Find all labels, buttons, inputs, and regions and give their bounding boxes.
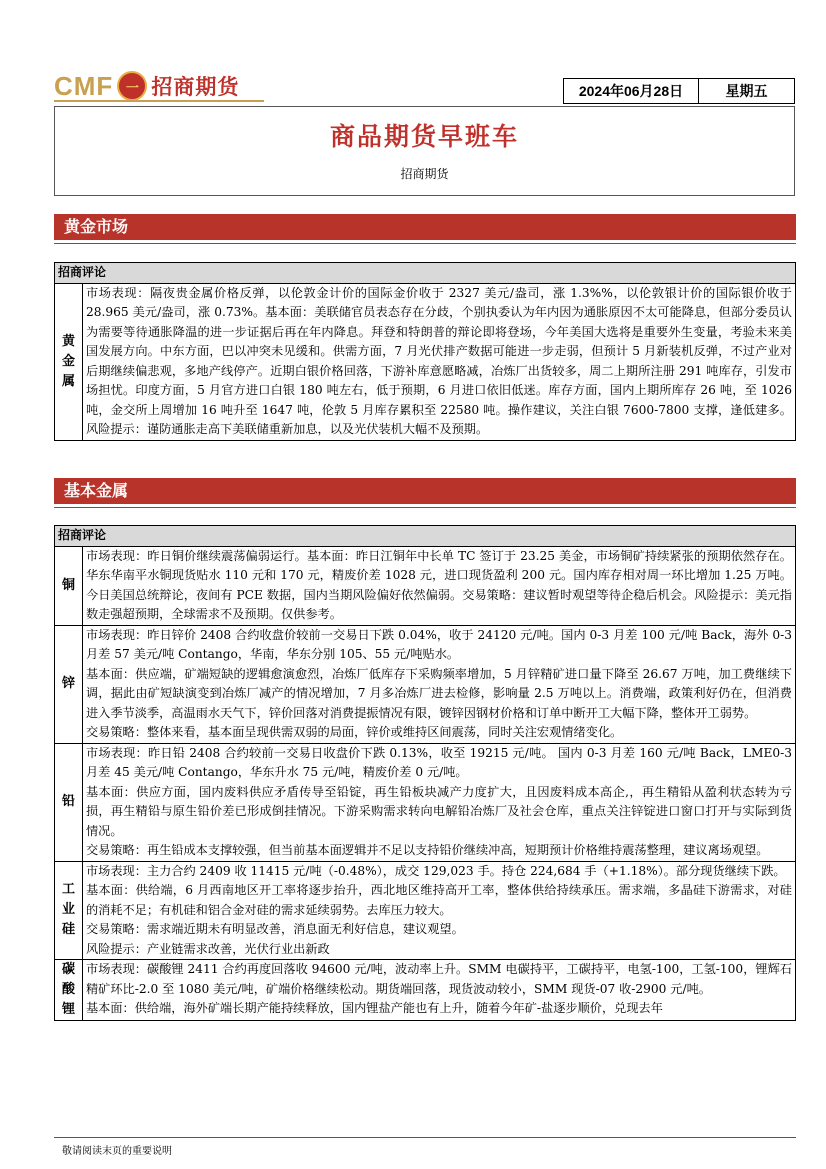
company-logo <box>54 68 239 104</box>
table-row <box>55 625 796 743</box>
table-row <box>55 960 796 1021</box>
section-rule-metals <box>54 507 796 508</box>
paragraph: 市场表现：昨日铅 2408 合约较前一交易日收盘价下跌 0.13%，收至 19215 元/吨。 国内 0-3 月差 160 元/吨 Back，LME0-3 月差 45 美元/吨 Contango，华东升水 75 元/吨，精废价差 0 元/吨。 <box>86 745 792 779</box>
page-subtitle: 招商期货 <box>400 167 449 181</box>
paragraph: 基本面：供给端，海外矿端长期产能持续释放，国内锂盐产能也有上升，随着今年矿-盐逐步顺价，兑现去年 <box>86 1001 663 1015</box>
paragraph: 基本面：供给端，6 月西南地区开工率将逐步抬升，西北地区维持高开工率，整体供给持续承压。需求端，多晶硅下游需求，对硅的消耗不足；有机硅和铝合金对硅的需求延续弱势。去库压力较大。 <box>86 883 792 917</box>
paragraph: 市场表现：隔夜贵金属价格反弹，以伦敦金计价的国际金价收于 2327 美元/盎司，涨 1.3%%，以伦敦银计价的国际银价收于 28.965 美元/盎司，涨 0.73%。基本面：美联储官员表态存在分歧，个别执委认为年内因为通胀原因不太可能降息，但部分委员认为需要等待通胀降温的进一步证据后再在年内降息。拜登和特朗普的辩论即将登场，今年美国大选将是重要外生变量，考验未来美国发展方向。中东方面，巴以冲突未见缓和。供需方面，7 月光伏排产数据可能进一步走弱，但预计 5 月新装机反弹，不过产业对后期继续偏悲观，多地产线停产。近期白银价格回落，下游补库意愿略减，冶炼厂出货较多，周二上期所注册 291 吨库存，引发市场担忧。印度方面，5 月官方进口白银 180 吨左右，低于预期，6 月进口依旧低迷。库存方面，国内上期所库存 26 吨，至 1026 吨，金交所上周增加 16 吨升至 1647 吨，伦敦 5 月库存累积至 22580 吨。操作建议，关注白银 7600-7800 支撑，逢低建多。风险提示：谨防通胀走高下美联储重新加息，以及光伏装机大幅不及预期。 <box>86 285 792 436</box>
report-weekday: 星期五 <box>725 84 768 100</box>
row-content <box>83 546 796 625</box>
title-box <box>54 106 795 196</box>
row-label-text: 铜 <box>61 577 75 593</box>
row-label-text: 锌 <box>61 676 75 691</box>
footer-note: 敬请阅读末页的重要说明 <box>62 1146 172 1157</box>
table-row <box>55 283 796 440</box>
page-title: 商品期货早班车 <box>329 122 519 151</box>
row-label-text: 碳酸锂 <box>61 962 75 1017</box>
footer-rule <box>54 1137 796 1138</box>
row-label <box>55 283 83 440</box>
paragraph: 交易策略：再生铅成本支撑较强，但当前基本面逻辑并不足以支持铅价继续冲高，短期预计价格维持震荡整理，建议离场观望。 <box>86 843 769 857</box>
paragraph: 基本面：供应端，矿端短缺的逻辑愈演愈烈，冶炼厂低库存下采购频率增加，5 月锌精矿进口量下降至 26.67 万吨，加工费继续下调，据此由矿短缺演变到冶炼厂减产的情况增加，7 月多冶炼厂进去检修，影响量 2.5 万吨以上。消费端，政策利好仍在，但消费进入季节淡季，高温雨水天气下，锌价回落对消费提振情况有限，镀锌因钢材价格和订单中断开工大幅下降，整体开工弱势。 <box>86 666 792 720</box>
table-row <box>55 743 796 861</box>
paragraph: 交易策略：需求端近期未有明显改善，消息面无利好信息，建议观望。 <box>86 922 464 936</box>
paragraph: 市场表现：昨日铜价继续震荡偏弱运行。基本面：昨日江铜年中长单 TC 签订于 23.25 美金，市场铜矿持续紧张的预期依然存在。华东华南平水铜现货贴水 110 元和 170 元，精废价差 1028 元，进口现货盈利 200 元。国内库存相对周一环比增加 1.25 万吨。今日美国总统辩论，夜间有 PCE 数据，国内当期风险偏好依然偏弱。交易策略：建议暂时观望等待企稳后机会。风险提示：美元指数走强超预期，全球需求不及预期。仅供参考。 <box>86 548 792 621</box>
row-label-text: 黄金属 <box>61 333 75 389</box>
logo-emblem-icon <box>117 71 147 101</box>
logo-underline <box>54 100 264 102</box>
paragraph: 基本面：供应方面，国内废料供应矛盾传导至铅锭，再生铅板块减产力度扩大，且因废料成本高企,，再生精铅从盈利状态转为亏损，再生精铅与原生铅价差已形成倒挂情况。下游采购需求转向电解铅冶炼厂及社会仓库，重点关注锌锭进口窗口打开与实际到货情况。 <box>86 784 792 838</box>
report-date: 2024年06月28日 <box>564 79 699 103</box>
gold-comment-table <box>54 262 796 441</box>
date-box <box>563 78 795 104</box>
paragraph: 风险提示：产业链需求改善，光伏行业出新政 <box>86 941 330 956</box>
section-rule-gold <box>54 243 796 244</box>
row-content <box>83 625 796 743</box>
section-title-metals: 基本金属 <box>54 478 796 504</box>
row-label-text: 工业硅 <box>61 882 75 938</box>
row-label <box>55 625 83 743</box>
row-content <box>83 960 796 1021</box>
paragraph: 市场表现：主力合约 2409 收 11415 元/吨（-0.48%），成交 129,023 手。持仓 224,684 手（+1.18%）。部分现货继续下跌。 <box>86 863 786 878</box>
logo-cn-text: 招商期货 <box>151 75 240 99</box>
paragraph: 交易策略：整体来看，基本面呈现供需双弱的局面，锌价或维持区间震荡，同时关注宏观情绪变化。 <box>86 725 623 739</box>
row-label <box>55 546 83 625</box>
row-label <box>55 960 83 1021</box>
paragraph: 市场表现：碳酸锂 2411 合约再度回落收 94600 元/吨，波动率上升。SMM 电碳持平，工碳持平，电氢-100，工氢-100，锂辉石精矿环比-2.0 至 1080 美元/吨，矿端价格继续松动。期货端回落，现货波动较小，SMM 现货-07 收-2900 元/吨。 <box>86 962 792 996</box>
section-title-gold: 黄金市场 <box>54 214 796 240</box>
paragraph: 市场表现：昨日锌价 2408 合约收盘价较前一交易日下跌 0.04%，收于 24120 元/吨。国内 0-3 月差 100 元/吨 Back，海外 0-3 月差 57 美元/吨 Contango，华南，华东分别 105、55 元/吨贴水。 <box>86 627 792 661</box>
table-row <box>55 546 796 625</box>
logo-cmf-text: CMF <box>54 70 114 101</box>
metals-comment-table <box>54 525 796 1021</box>
row-content <box>83 861 796 960</box>
table-row <box>55 861 796 960</box>
row-label <box>55 861 83 960</box>
row-label <box>55 743 83 861</box>
table-header: 招商评论 <box>55 263 796 284</box>
row-label-text: 铅 <box>61 794 75 809</box>
logo-emblem-text: 一 <box>125 79 139 95</box>
row-content <box>83 743 796 861</box>
row-content <box>83 283 796 440</box>
table-header: 招商评论 <box>55 526 796 547</box>
